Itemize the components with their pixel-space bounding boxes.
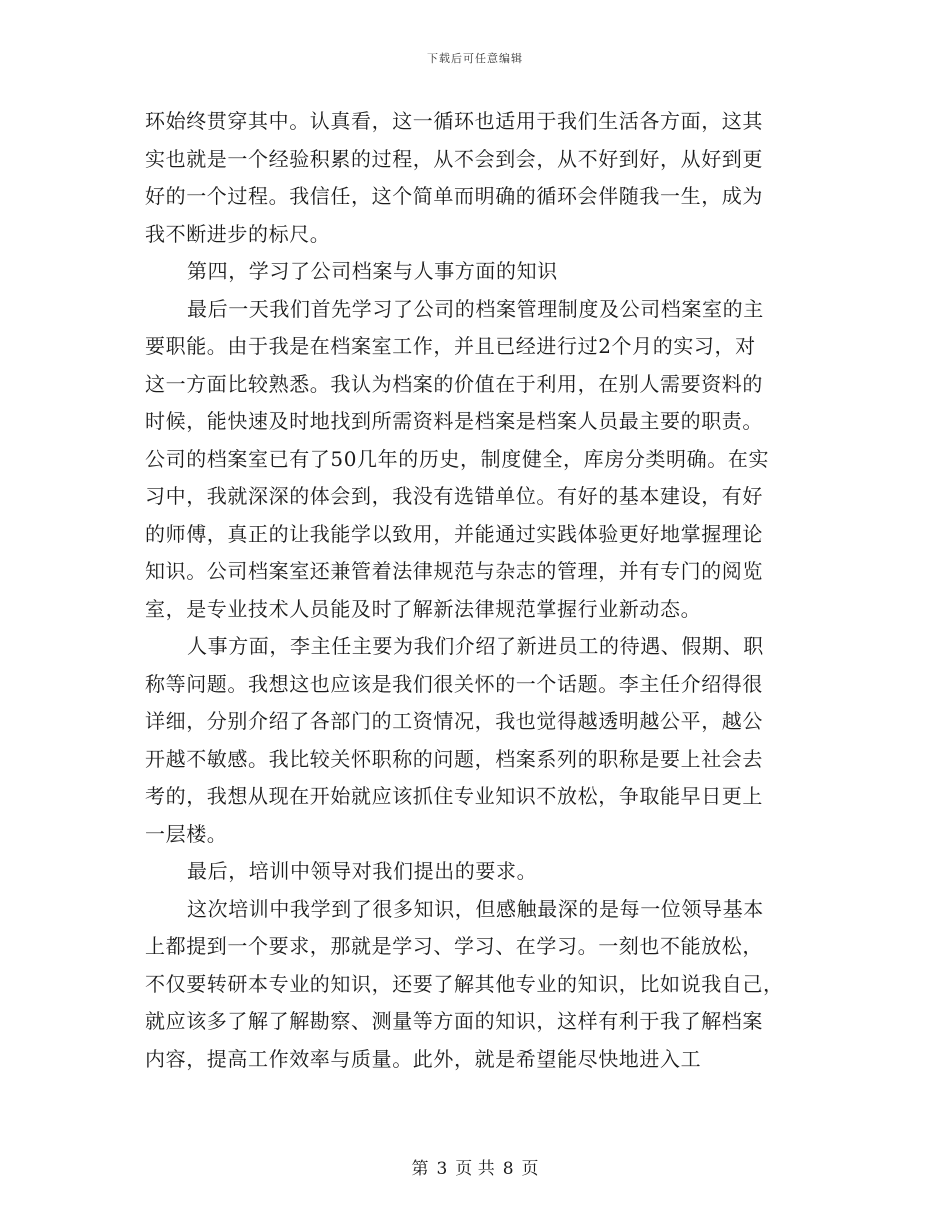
page-header-note: 下载后可任意编辑: [427, 52, 523, 65]
text-line: 的师傅，真正的让我能学以致用，并能通过实践体验更好地掌握理论: [145, 521, 763, 546]
text-line: 这一方面比较熟悉。我认为档案的价值在于利用，在别人需要资料的: [145, 371, 763, 396]
document-body: [145, 103, 805, 1078]
text-line: 最后一天我们首先学习了公司的档案管理制度及公司档案室的主: [187, 296, 764, 321]
text-line: 第四，学习了公司档案与人事方面的知识: [187, 259, 558, 283]
text-line: 人事方面，李主任主要为我们介绍了新进员工的待遇、假期、职: [187, 634, 764, 658]
text-line: 习中，我就深深的体会到，我没有选错单位。有好的基本建设，有好: [145, 484, 763, 508]
page-footer: [0, 1154, 950, 1179]
text-line: 开越不敏感。我比较关怀职称的问题，档案系列的职称是要上社会去: [145, 746, 763, 771]
footer-prefix: 第: [411, 1159, 429, 1179]
text-line: 就应该多了解了解勘察、测量等方面的知识，这样有利于我了解档案: [145, 1009, 763, 1033]
footer-total-pages: 8: [502, 1159, 514, 1179]
text-line: 好的一个过程。我信任，这个简单而明确的循环会伴随我一生，成为: [145, 184, 763, 208]
text-line: 一层楼。: [145, 821, 228, 846]
footer-middle: 页 共: [455, 1159, 495, 1179]
text-line: 称等问题。我想这也应该是我们很关怀的一个话题。李主任介绍得很: [145, 671, 763, 696]
text-line: 环始终贯穿其中。认真看，这一循环也适用于我们生活各方面，这其: [145, 109, 763, 133]
text-line: 考的，我想从现在开始就应该抓住专业知识不放松，争取能早日更上: [145, 784, 763, 808]
text-line: 这次培训中我学到了很多知识，但感触最深的是每一位领导基本: [187, 896, 764, 921]
text-line: 公司的档案室已有了50几年的历史，制度健全，库房分类明确。在实: [145, 446, 770, 471]
text-line: 知识。公司档案室还兼管着法律规范与杂志的管理，并有专门的阅览: [145, 559, 763, 583]
text-line: 详细，分别介绍了各部门的工资情况，我也觉得越透明越公平，越公: [145, 709, 763, 733]
footer-current-page: 3: [436, 1159, 448, 1179]
text-line: 时候，能快速及时地找到所需资料是档案是档案人员最主要的职责。: [145, 409, 763, 433]
text-line: 室，是专业技术人员能及时了解新法律规范掌握行业新动态。: [145, 596, 702, 621]
text-line: 上都提到一个要求，那就是学习、学习、在学习。一刻也不能放松，: [145, 934, 763, 958]
text-line: 实也就是一个经验积累的过程，从不会到会，从不好到好，从好到更: [145, 146, 763, 171]
text-line: 内容，提高工作效率与质量。此外，就是希望能尽快地进入工: [145, 1046, 702, 1071]
footer-suffix: 页: [521, 1159, 539, 1179]
text-line: 我不断进步的标尺。: [145, 221, 331, 246]
text-line: 要职能。由于我是在档案室工作，并且已经进行过2个月的实习，对: [145, 334, 756, 358]
text-line: 最后，培训中领导对我们提出的要求。: [187, 859, 538, 883]
text-line: 不仅要转研本专业的知识，还要了解其他专业的知识，比如说我自己，: [145, 971, 784, 996]
